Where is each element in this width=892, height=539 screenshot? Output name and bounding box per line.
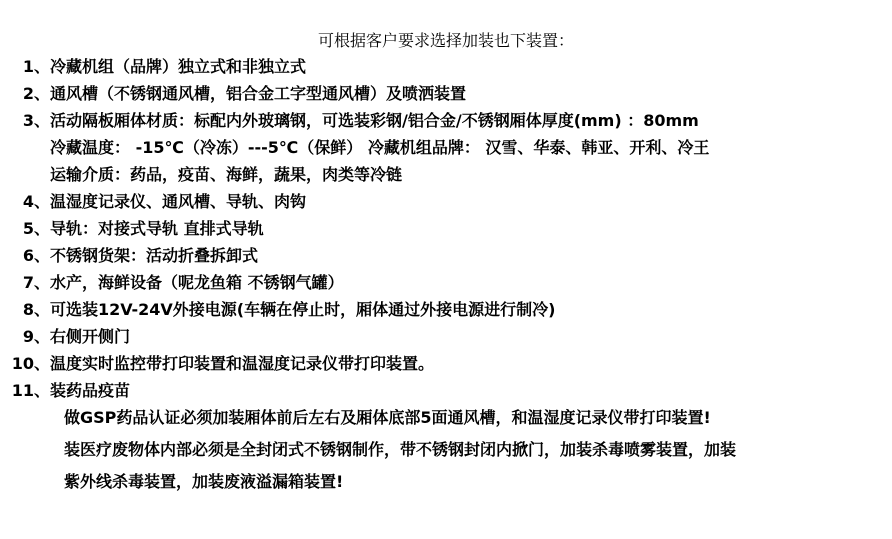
item-text: 导轨：对接式导轨 直排式导轨 [50, 219, 264, 238]
list-item-2 [0, 83, 466, 105]
item-number: 2、 [22, 84, 50, 103]
item-number: 6、 [22, 246, 50, 265]
item-text: 温湿度记录仪、通风槽、导轨、肉钩 [50, 192, 307, 211]
item-number: 8、 [22, 300, 50, 319]
list-item-4 [0, 191, 306, 213]
list-item-11 [0, 380, 130, 402]
item-text: 不锈钢货架：活动折叠拆卸式 [50, 246, 259, 265]
item-number: 4、 [22, 192, 50, 211]
item-text: 冷藏温度： -15℃（冷冻）---5℃（保鲜） 冷藏机组品牌： 汉雪、华泰、韩亚、开利、冷王 [50, 138, 710, 157]
item-text: 运输介质：药品，疫苗、海鲜，蔬果，肉类等冷链 [50, 165, 403, 184]
list-item-3 [0, 110, 699, 132]
item-number: 11、 [11, 381, 50, 400]
item-text: 通风槽（不锈钢通风槽，铝合金工字型通风槽）及喷洒装置 [50, 84, 467, 103]
list-item-5 [0, 218, 264, 240]
item-text: 水产，海鲜设备（呢龙鱼箱 不锈钢气罐） [50, 273, 344, 292]
item-text: 活动隔板厢体材质：标配内外玻璃钢，可选装彩钢/铝合金/不锈钢厢体厚度(mm) ：80mm [50, 111, 699, 130]
sub-line-medical-waste: 装医疗废物体内部必须是全封闭式不锈钢制作，带不锈钢封闭内掀门，加装杀毒喷雾装置，加装 [64, 440, 737, 459]
list-item-3-transport [0, 164, 402, 186]
item-text: 右侧开侧门 [50, 327, 131, 346]
item-text: 可选装12V-24V外接电源(车辆在停止时，厢体通过外接电源进行制冷) [50, 300, 556, 319]
sub-line-gsp: 做GSP药品认证必须加装厢体前后左右及厢体底部5面通风槽，和温湿度记录仪带打印装置! [64, 408, 711, 427]
item-number: 1、 [22, 57, 50, 76]
item-number: 10、 [11, 354, 50, 373]
list-item-10 [0, 353, 434, 375]
item-text: 装药品疫苗 [50, 381, 131, 400]
page-title: 可根据客户要求选择加装也下装置： [317, 31, 574, 50]
sub-line-uv: 紫外线杀毒装置，加装废液溢漏箱装置! [64, 472, 344, 491]
list-item-8 [0, 299, 555, 321]
list-item-1 [0, 56, 306, 78]
item-text: 冷藏机组（品牌）独立式和非独立式 [50, 57, 307, 76]
list-item-7 [0, 272, 344, 294]
item-number: 3、 [22, 111, 50, 130]
list-item-3-temperature [0, 137, 709, 159]
item-number: 9、 [22, 327, 50, 346]
item-number: 7、 [22, 273, 50, 292]
list-item-9 [0, 326, 130, 348]
item-number: 5、 [22, 219, 50, 238]
list-item-6 [0, 245, 258, 267]
item-text: 温度实时监控带打印装置和温湿度记录仪带打印装置。 [50, 354, 435, 373]
